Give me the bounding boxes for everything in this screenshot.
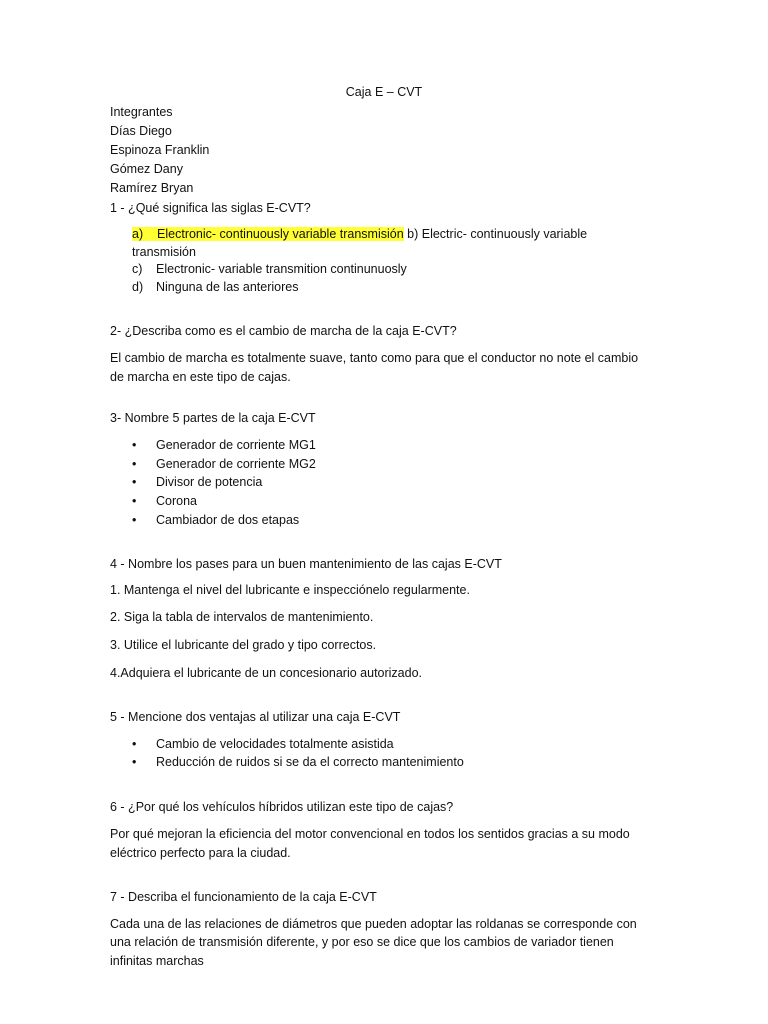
maintenance-step: 2. Siga la tabla de intervalos de mantenimiento.: [110, 610, 374, 624]
member-name: Ramírez Bryan: [110, 181, 194, 195]
bullet: •: [132, 475, 137, 489]
bullet: •: [132, 457, 137, 471]
bullet: •: [132, 494, 137, 508]
answer-6-line: Por qué mejoran la eficiencia del motor convencional en todos los sentidos gracias a su modo: [110, 827, 630, 841]
answer-2-line: de marcha en este tipo de cajas.: [110, 370, 291, 384]
bullet: •: [132, 737, 137, 751]
question-4: 4 - Nombre los pases para un buen mantenimiento de las cajas E-CVT: [110, 557, 502, 571]
option-a-text: Electronic- continuously variable transmisión: [157, 227, 404, 241]
member-name: Gómez Dany: [110, 162, 183, 176]
bullet: •: [132, 438, 137, 452]
answer-2-line: El cambio de marcha es totalmente suave, tanto como para que el conductor no note el cambio: [110, 351, 639, 365]
answer-6-line: eléctrico perfecto para la ciudad.: [110, 846, 291, 860]
question-2: 2- ¿Describa como es el cambio de marcha de la caja E-CVT?: [110, 324, 457, 338]
maintenance-step: 4.Adquiera el lubricante de un concesionario autorizado.: [110, 666, 423, 680]
answer-7-line: infinitas marchas: [110, 954, 204, 968]
question-1: 1 - ¿Qué significa las siglas E-CVT?: [110, 201, 311, 215]
integrantes-label: Integrantes: [110, 105, 173, 119]
option-d-letter: d): [132, 280, 144, 294]
option-b-continuation: transmisión: [132, 245, 196, 259]
option-a-letter: a): [132, 227, 144, 241]
bullet: •: [132, 513, 137, 527]
question-6: 6 - ¿Por qué los vehículos híbridos utilizan este tipo de cajas?: [110, 800, 454, 814]
document-page: Caja E – CVT Integrantes Días Diego Espinoza Franklin Gómez Dany Ramírez Bryan 1 - ¿Qué significa las siglas E-CVT? a) Electronic- continuously variable transmisión b) Electric- continuously variable transmisión c) Electronic- variable transmition continunuosly d) Ninguna de las anteriores 2- ¿Describa como es el cambio de marcha de la caja E-CVT? El cambio de marcha es totalmente suave, tanto como para que el conductor no note el cambio de marcha en este tipo de cajas. 3- Nombre 5 partes de la caja E-CVT • Generador de corriente MG1 • Generador de corriente MG2 • Divisor de potencia • Corona • Cambiador de dos etapas 4 - Nombre los pases para un buen mantenimiento de las cajas E-CVT 1. Mantenga el nivel del lubricante e inspecciónelo regularmente. 2. Siga la tabla de intervalos de mantenimiento. 3. Utilice el lubricante del grado y tipo correctos. 4.Adquiera el lubricante de un concesionario autorizado. 5 - Mencione dos ventajas al utilizar una caja E-CVT • Cambio de velocidades totalmente asistida • Reducción de ruidos si se da el correcto mantenimiento 6 - ¿Por qué los vehículos híbridos utilizan este tipo de cajas? Por qué mejoran la eficiencia del motor convencional en todos los sentidos gracias a su modo eléctrico perfecto para la ciudad. 7 - Describa el funcionamiento de la caja E-CVT Cada una de las relaciones de diámetros que pueden adoptar las roldanas se corresponde con una relación de transmisión diferente, y por eso se dice que los cambios de variador tienen infinitas marchas: [0, 0, 768, 1024]
member-name: Días Diego: [110, 124, 172, 138]
question-5: 5 - Mencione dos ventajas al utilizar una caja E-CVT: [110, 710, 401, 724]
question-7: 7 - Describa el funcionamiento de la caja E-CVT: [110, 890, 377, 904]
answer-7-line: Cada una de las relaciones de diámetros que pueden adoptar las roldanas se corresponde con: [110, 917, 637, 931]
member-name: Espinoza Franklin: [110, 143, 210, 157]
answer-7-line: una relación de transmisión diferente, y por eso se dice que los cambios de variador tienen: [110, 935, 614, 949]
option-d-text: Ninguna de las anteriores: [156, 280, 299, 294]
maintenance-step: 1. Mantenga el nivel del lubricante e inspecciónelo regularmente.: [110, 583, 470, 597]
option-c-letter: c): [132, 262, 143, 276]
option-a-highlight: [132, 227, 404, 241]
option-b-text: b) Electric- continuously variable: [407, 227, 588, 241]
bullet: •: [132, 755, 137, 769]
question-3: 3- Nombre 5 partes de la caja E-CVT: [110, 411, 316, 425]
option-a: [132, 226, 587, 242]
option-c-text: Electronic- variable transmition continunuosly: [156, 262, 407, 276]
page-title: Caja E – CVT: [345, 85, 423, 99]
maintenance-step: 3. Utilice el lubricante del grado y tipo correctos.: [110, 638, 377, 652]
